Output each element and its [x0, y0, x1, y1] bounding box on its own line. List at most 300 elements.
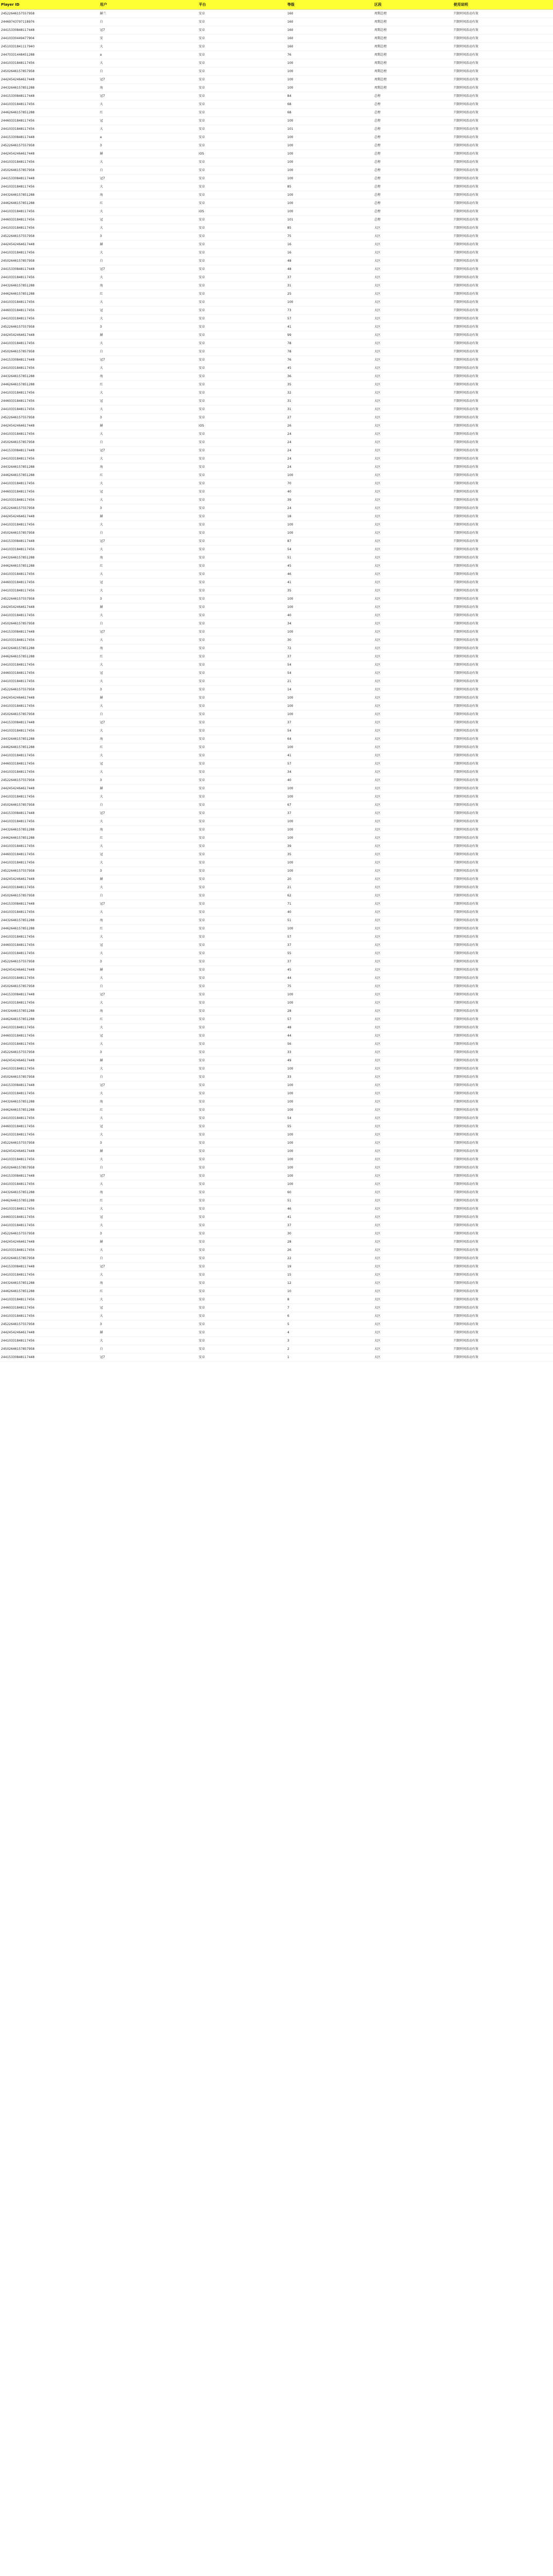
table-cell[interactable]: 安卓	[198, 1172, 286, 1180]
table-cell[interactable]: 大区	[373, 265, 453, 274]
table-cell[interactable]: 54	[286, 727, 373, 735]
table-cell[interactable]: 安卓	[198, 669, 286, 677]
table-cell[interactable]: 24410330449477904	[0, 35, 99, 43]
table-cell[interactable]: 只限时间活动有效	[453, 455, 553, 463]
table-cell[interactable]: 安卓	[198, 166, 286, 175]
table-cell[interactable]: 大	[99, 768, 198, 776]
table-cell[interactable]: 大区	[373, 677, 453, 686]
table-cell[interactable]: 24415330848117448	[0, 1081, 99, 1090]
table-cell[interactable]: 只限时间活动有效	[453, 307, 553, 315]
table-cell[interactable]: 安卓	[198, 645, 286, 653]
table-cell[interactable]: 大区	[373, 1312, 453, 1320]
table-cell[interactable]: 100	[286, 1065, 373, 1073]
table-cell[interactable]: 大区	[373, 1114, 453, 1123]
table-cell[interactable]: 24410331848117456	[0, 1246, 99, 1255]
table-row[interactable]	[0, 562, 553, 570]
table-cell[interactable]: 12	[286, 1279, 373, 1287]
table-cell[interactable]: 24502646157857958	[0, 67, 99, 76]
table-cell[interactable]: 100	[286, 59, 373, 67]
table-cell[interactable]: 24410331848117456	[0, 612, 99, 620]
table-row[interactable]	[0, 59, 553, 67]
table-cell[interactable]: 只限时间活动有效	[453, 59, 553, 67]
table-cell[interactable]: a	[99, 133, 198, 142]
table-cell[interactable]: 24522646157557958	[0, 414, 99, 422]
table-row[interactable]	[0, 1230, 553, 1238]
table-cell[interactable]: 只限时间活动有效	[453, 1287, 553, 1296]
table-cell[interactable]: 只限时间活动有效	[453, 727, 553, 735]
table-cell[interactable]: 海	[99, 191, 198, 199]
table-cell[interactable]: 冠	[99, 488, 198, 496]
table-row[interactable]	[0, 331, 553, 340]
table-cell[interactable]: 3	[99, 1048, 198, 1057]
table-cell[interactable]: 24410331848117456	[0, 702, 99, 710]
table-cell[interactable]: 大区	[373, 950, 453, 958]
table-row[interactable]	[0, 1238, 553, 1246]
table-cell[interactable]: 21	[286, 884, 373, 892]
table-cell[interactable]: 大	[99, 859, 198, 867]
table-cell[interactable]: 安卓	[198, 199, 286, 208]
table-cell[interactable]: 100	[286, 521, 373, 529]
table-row[interactable]	[0, 875, 553, 884]
table-cell[interactable]: 只限时间活动有效	[453, 875, 553, 884]
table-cell[interactable]: 只限时间活动有效	[453, 1081, 553, 1090]
table-cell[interactable]: 55	[286, 950, 373, 958]
table-cell[interactable]: 54	[286, 1114, 373, 1123]
table-row[interactable]	[0, 925, 553, 933]
table-cell[interactable]: 大	[99, 1271, 198, 1279]
table-cell[interactable]: 100	[286, 793, 373, 801]
table-cell[interactable]: iOS	[198, 150, 286, 158]
table-cell[interactable]: 安卓	[198, 1205, 286, 1213]
table-cell[interactable]: 大区	[373, 760, 453, 768]
table-cell[interactable]: 100	[286, 67, 373, 76]
table-cell[interactable]: 26	[286, 422, 373, 430]
table-row[interactable]	[0, 603, 553, 612]
table-cell[interactable]: 只限时间活动有效	[453, 331, 553, 340]
table-cell[interactable]: 只限时间活动有效	[453, 51, 553, 59]
table-row[interactable]	[0, 10, 553, 18]
table-cell[interactable]: 24410331848117456	[0, 636, 99, 645]
table-cell[interactable]: 41	[286, 579, 373, 587]
table-cell[interactable]: 大	[99, 908, 198, 917]
table-cell[interactable]: 22	[286, 1255, 373, 1263]
table-row[interactable]	[0, 430, 553, 438]
table-cell[interactable]: 冠	[99, 307, 198, 315]
table-row[interactable]	[0, 1098, 553, 1106]
table-cell[interactable]: 安卓	[198, 1329, 286, 1337]
table-cell[interactable]: 只限时间活动有效	[453, 999, 553, 1007]
table-cell[interactable]: 大区	[373, 785, 453, 793]
table-cell[interactable]: 24410331848117456	[0, 389, 99, 397]
table-cell[interactable]: 大	[99, 636, 198, 645]
table-cell[interactable]: 只限时间活动有效	[453, 1172, 553, 1180]
table-row[interactable]	[0, 521, 553, 529]
table-cell[interactable]: 24522646157557958	[0, 232, 99, 241]
table-cell[interactable]: 只限时间活动有效	[453, 620, 553, 628]
header-cell[interactable]: Player ID	[0, 0, 99, 10]
table-cell[interactable]: 24424542464617448	[0, 875, 99, 884]
table-cell[interactable]: 安卓	[198, 1230, 286, 1238]
table-cell[interactable]: 安卓	[198, 537, 286, 546]
table-cell[interactable]: 安卓	[198, 579, 286, 587]
table-cell[interactable]: 3	[286, 1337, 373, 1345]
table-row[interactable]	[0, 612, 553, 620]
table-cell[interactable]: 101	[286, 125, 373, 133]
table-cell[interactable]: 总榜	[373, 92, 453, 100]
table-cell[interactable]: 大区	[373, 661, 453, 669]
table-cell[interactable]: 只限时间活动有效	[453, 323, 553, 331]
table-cell[interactable]: 安卓	[198, 405, 286, 414]
table-cell[interactable]: 只限时间活动有效	[453, 537, 553, 546]
table-cell[interactable]: 总榜	[373, 208, 453, 216]
table-cell[interactable]: 大区	[373, 1213, 453, 1222]
table-cell[interactable]: 51	[286, 1197, 373, 1205]
table-cell[interactable]: 只限时间活动有效	[453, 199, 553, 208]
table-cell[interactable]: 只限时间活动有效	[453, 1048, 553, 1057]
table-row[interactable]	[0, 818, 553, 826]
table-cell[interactable]: 56	[286, 1040, 373, 1048]
table-cell[interactable]: 24410331848117456	[0, 1114, 99, 1123]
table-cell[interactable]: 24410331848117456	[0, 933, 99, 941]
table-cell[interactable]: 安卓	[198, 735, 286, 743]
table-cell[interactable]: 只限时间活动有效	[453, 315, 553, 323]
table-cell[interactable]: 24410331848117456	[0, 1040, 99, 1048]
table-cell[interactable]: 大区	[373, 1007, 453, 1015]
table-cell[interactable]: 只限时间活动有效	[453, 1205, 553, 1213]
table-cell[interactable]: iOS	[198, 422, 286, 430]
table-cell[interactable]: 白	[99, 710, 198, 719]
table-cell[interactable]: 只限时间活动有效	[453, 859, 553, 867]
table-cell[interactable]: 安卓	[198, 1246, 286, 1255]
table-row[interactable]	[0, 1131, 553, 1139]
table-cell[interactable]: 大	[99, 1040, 198, 1048]
table-cell[interactable]: 24	[286, 438, 373, 447]
table-cell[interactable]: 24410331848117456	[0, 1090, 99, 1098]
table-cell[interactable]: 24410331848117456	[0, 340, 99, 348]
table-cell[interactable]: 100	[286, 1106, 373, 1114]
table-cell[interactable]: 37	[286, 809, 373, 818]
table-cell[interactable]: 24502646157857958	[0, 892, 99, 900]
table-row[interactable]	[0, 1287, 553, 1296]
table-cell[interactable]: 赫	[99, 1057, 198, 1065]
table-cell[interactable]: 24522646157557958	[0, 504, 99, 513]
table-row[interactable]	[0, 1007, 553, 1015]
table-cell[interactable]: 安卓	[198, 933, 286, 941]
table-cell[interactable]: 大	[99, 298, 198, 307]
table-cell[interactable]: 100	[286, 150, 373, 158]
table-cell[interactable]: 只限时间活动有效	[453, 1131, 553, 1139]
table-row[interactable]	[0, 175, 553, 183]
table-cell[interactable]: 大区	[373, 686, 453, 694]
table-cell[interactable]: 红	[99, 743, 198, 752]
table-cell[interactable]: 大区	[373, 917, 453, 925]
table-cell[interactable]: 大区	[373, 1246, 453, 1255]
table-cell[interactable]: 24432646157851288	[0, 1007, 99, 1015]
table-cell[interactable]: 24462646157851288	[0, 1106, 99, 1114]
table-cell[interactable]: 周期总榜	[373, 51, 453, 59]
table-cell[interactable]: 安卓	[198, 265, 286, 274]
table-cell[interactable]: 45	[286, 364, 373, 372]
table-cell[interactable]: 100	[286, 999, 373, 1007]
table-cell[interactable]: 大区	[373, 414, 453, 422]
table-cell[interactable]: 安卓	[198, 35, 286, 43]
table-cell[interactable]: 总榜	[373, 166, 453, 175]
table-cell[interactable]: 总榜	[373, 125, 453, 133]
table-row[interactable]	[0, 743, 553, 752]
table-cell[interactable]: 安卓	[198, 653, 286, 661]
table-cell[interactable]: 100	[286, 1180, 373, 1189]
table-cell[interactable]: 24424542464617448	[0, 1329, 99, 1337]
table-cell[interactable]: 大区	[373, 307, 453, 315]
table-cell[interactable]: 大	[99, 1296, 198, 1304]
table-cell[interactable]: 84	[286, 92, 373, 100]
table-cell[interactable]: 24460331848117456	[0, 216, 99, 224]
table-cell[interactable]: 24	[286, 463, 373, 471]
table-cell[interactable]: 安卓	[198, 315, 286, 323]
table-cell[interactable]: 冠	[99, 1123, 198, 1131]
table-cell[interactable]: 3	[99, 686, 198, 694]
table-cell[interactable]: 安卓	[198, 686, 286, 694]
table-row[interactable]	[0, 307, 553, 315]
table-cell[interactable]: 67	[286, 801, 373, 809]
table-row[interactable]	[0, 892, 553, 900]
table-cell[interactable]: 70	[286, 480, 373, 488]
table-cell[interactable]: 24522646157557958	[0, 323, 99, 331]
table-cell[interactable]: 安卓	[198, 1164, 286, 1172]
table-cell[interactable]: 大	[99, 274, 198, 282]
table-cell[interactable]: 安卓	[198, 727, 286, 735]
table-cell[interactable]: 大	[99, 1090, 198, 1098]
table-cell[interactable]: 安卓	[198, 142, 286, 150]
table-cell[interactable]: 大区	[373, 735, 453, 743]
table-cell[interactable]: 24	[286, 430, 373, 438]
table-cell[interactable]: 安卓	[198, 620, 286, 628]
table-cell[interactable]: 24502646157857958	[0, 1164, 99, 1172]
table-cell[interactable]: 大	[99, 546, 198, 554]
table-cell[interactable]: 5	[286, 1320, 373, 1329]
table-cell[interactable]: 红	[99, 562, 198, 570]
table-cell[interactable]: 24424542464617448	[0, 1238, 99, 1246]
table-row[interactable]	[0, 669, 553, 677]
table-cell[interactable]: 24460331848117456	[0, 307, 99, 315]
table-cell[interactable]: 白	[99, 257, 198, 265]
table-cell[interactable]: 4	[286, 1329, 373, 1337]
table-cell[interactable]: 总榜	[373, 183, 453, 191]
table-cell[interactable]: 大区	[373, 801, 453, 809]
table-cell[interactable]: 只限时间活动有效	[453, 925, 553, 933]
table-cell[interactable]: 大区	[373, 1329, 453, 1337]
table-cell[interactable]: 只限时间活动有效	[453, 603, 553, 612]
table-cell[interactable]: 39	[286, 496, 373, 504]
table-cell[interactable]: 只限时间活动有效	[453, 1164, 553, 1172]
table-cell[interactable]: 红	[99, 925, 198, 933]
table-cell[interactable]: 冠	[99, 1032, 198, 1040]
table-cell[interactable]: 24415330848117448	[0, 265, 99, 274]
table-cell[interactable]: 大区	[373, 504, 453, 513]
table-cell[interactable]: 24462646157851288	[0, 743, 99, 752]
table-cell[interactable]: 大区	[373, 1098, 453, 1106]
table-cell[interactable]: 只限时间活动有效	[453, 694, 553, 702]
table-cell[interactable]: 白	[99, 1073, 198, 1081]
table-cell[interactable]: 只限时间活动有效	[453, 1337, 553, 1345]
table-cell[interactable]: 24415330848117448	[0, 991, 99, 999]
table-cell[interactable]: 只限时间活动有效	[453, 43, 553, 51]
table-cell[interactable]: 安卓	[198, 851, 286, 859]
table-cell[interactable]: 100	[286, 785, 373, 793]
table-cell[interactable]: 安卓	[198, 958, 286, 966]
table-cell[interactable]: 24410331848117456	[0, 752, 99, 760]
table-cell[interactable]: 安卓	[198, 966, 286, 974]
table-cell[interactable]: 安卓	[198, 1032, 286, 1040]
table-cell[interactable]: 24460331848117456	[0, 1213, 99, 1222]
table-cell[interactable]: 安卓	[198, 372, 286, 381]
table-cell[interactable]: 大区	[373, 727, 453, 735]
table-cell[interactable]: 安卓	[198, 100, 286, 109]
table-cell[interactable]: 24462646157851288	[0, 1015, 99, 1024]
table-cell[interactable]: 大区	[373, 991, 453, 999]
table-row[interactable]	[0, 471, 553, 480]
table-cell[interactable]: 3	[99, 414, 198, 422]
table-cell[interactable]: 160	[286, 26, 373, 35]
table-cell[interactable]: 只限时间活动有效	[453, 364, 553, 372]
table-cell[interactable]: 安卓	[198, 900, 286, 908]
table-cell[interactable]: 大区	[373, 908, 453, 917]
table-cell[interactable]: 24410331848117456	[0, 249, 99, 257]
table-cell[interactable]: 赫	[99, 1238, 198, 1246]
table-cell[interactable]: 海	[99, 84, 198, 92]
table-cell[interactable]: 安卓	[198, 1098, 286, 1106]
table-row[interactable]	[0, 1040, 553, 1048]
table-cell[interactable]: 24415330848117448	[0, 628, 99, 636]
table-cell[interactable]: 24502646157857958	[0, 620, 99, 628]
table-cell[interactable]: 24410331848117456	[0, 430, 99, 438]
table-cell[interactable]: 红	[99, 471, 198, 480]
table-cell[interactable]: 51	[286, 554, 373, 562]
table-cell[interactable]: 大区	[373, 776, 453, 785]
table-row[interactable]	[0, 1139, 553, 1147]
table-cell[interactable]: 160	[286, 43, 373, 51]
table-cell[interactable]: 总榜	[373, 199, 453, 208]
table-cell[interactable]: 24424542464617448	[0, 241, 99, 249]
table-cell[interactable]: 大区	[373, 1263, 453, 1271]
table-cell[interactable]: 24432646157851288	[0, 917, 99, 925]
table-cell[interactable]: 大区	[373, 232, 453, 241]
table-cell[interactable]: 大区	[373, 884, 453, 892]
table-row[interactable]	[0, 364, 553, 372]
table-cell[interactable]: 只限时间活动有效	[453, 529, 553, 537]
table-cell[interactable]: 总榜	[373, 150, 453, 158]
table-cell[interactable]: 安卓	[198, 430, 286, 438]
table-cell[interactable]: 1	[286, 1353, 373, 1362]
table-cell[interactable]: 大区	[373, 274, 453, 282]
table-cell[interactable]: 只限时间活动有效	[453, 1065, 553, 1073]
table-cell[interactable]: 只限时间活动有效	[453, 1024, 553, 1032]
table-cell[interactable]: 100	[286, 1147, 373, 1156]
table-cell[interactable]: 安卓	[198, 1007, 286, 1015]
table-cell[interactable]: 16	[286, 241, 373, 249]
table-cell[interactable]: 安卓	[198, 1040, 286, 1048]
table-cell[interactable]: 100	[286, 1131, 373, 1139]
table-cell[interactable]: 只限时间活动有效	[453, 1279, 553, 1287]
table-row[interactable]	[0, 1246, 553, 1255]
table-cell[interactable]: iOS	[198, 208, 286, 216]
table-cell[interactable]: 大区	[373, 1279, 453, 1287]
table-cell[interactable]: 大区	[373, 1057, 453, 1065]
table-cell[interactable]: 只限时间活动有效	[453, 653, 553, 661]
table-cell[interactable]: 只限时间活动有效	[453, 1246, 553, 1255]
table-row[interactable]	[0, 1114, 553, 1123]
table-cell[interactable]: 只限时间活动有效	[453, 447, 553, 455]
table-cell[interactable]: 大	[99, 818, 198, 826]
table-cell[interactable]: 只限时间活动有效	[453, 397, 553, 405]
table-cell[interactable]: 只限时间活动有效	[453, 430, 553, 438]
table-cell[interactable]: 大	[99, 521, 198, 529]
table-cell[interactable]: 46	[286, 570, 373, 579]
table-row[interactable]	[0, 265, 553, 274]
table-row[interactable]	[0, 35, 553, 43]
table-row[interactable]	[0, 67, 553, 76]
table-cell[interactable]: 只限时间活动有效	[453, 84, 553, 92]
table-cell[interactable]: 24460331848117456	[0, 941, 99, 950]
table-cell[interactable]: 大	[99, 933, 198, 941]
table-cell[interactable]: 30	[286, 1230, 373, 1238]
table-cell[interactable]: 安卓	[198, 917, 286, 925]
table-cell[interactable]: 24424542464617448	[0, 513, 99, 521]
table-cell[interactable]: 只限时间活动有效	[453, 175, 553, 183]
table-cell[interactable]: 3	[99, 504, 198, 513]
table-cell[interactable]: 大区	[373, 315, 453, 323]
table-cell[interactable]: 安卓	[198, 982, 286, 991]
table-cell[interactable]: 33	[286, 1048, 373, 1057]
table-cell[interactable]: 只限时间活动有效	[453, 587, 553, 595]
table-cell[interactable]: 100	[286, 867, 373, 875]
table-cell[interactable]: a	[99, 51, 198, 59]
table-cell[interactable]: 大区	[373, 1106, 453, 1114]
table-row[interactable]	[0, 1156, 553, 1164]
table-row[interactable]	[0, 414, 553, 422]
table-cell[interactable]: 只限时间活动有效	[453, 636, 553, 645]
table-cell[interactable]: 安卓	[198, 92, 286, 100]
table-cell[interactable]: 只限时间活动有效	[453, 982, 553, 991]
table-cell[interactable]: 大区	[373, 1296, 453, 1304]
table-cell[interactable]: 3	[99, 776, 198, 785]
table-cell[interactable]: 安卓	[198, 950, 286, 958]
table-cell[interactable]: 只限时间活动有效	[453, 1320, 553, 1329]
table-row[interactable]	[0, 232, 553, 241]
table-cell[interactable]: 只限时间活动有效	[453, 1123, 553, 1131]
table-cell[interactable]: 大区	[373, 900, 453, 908]
table-cell[interactable]: 24462646157851288	[0, 199, 99, 208]
table-cell[interactable]: 大区	[373, 537, 453, 546]
table-row[interactable]	[0, 1353, 553, 1362]
table-cell[interactable]: 冠7	[99, 447, 198, 455]
table-cell[interactable]: 安卓	[198, 76, 286, 84]
table-cell[interactable]: 海	[99, 282, 198, 290]
table-cell[interactable]: 赫	[99, 1147, 198, 1156]
table-cell[interactable]: 安卓	[198, 859, 286, 867]
table-cell[interactable]: 100	[286, 859, 373, 867]
table-cell[interactable]: 安卓	[198, 290, 286, 298]
table-cell[interactable]: 赫	[99, 603, 198, 612]
table-cell[interactable]: 44	[286, 974, 373, 982]
table-cell[interactable]: 安卓	[198, 397, 286, 405]
table-cell[interactable]: 32	[286, 389, 373, 397]
table-cell[interactable]: 只限时间活动有效	[453, 290, 553, 298]
table-cell[interactable]: 只限时间活动有效	[453, 208, 553, 216]
table-cell[interactable]: 大	[99, 249, 198, 257]
table-cell[interactable]: 红	[99, 653, 198, 661]
table-cell[interactable]: 安卓	[198, 232, 286, 241]
